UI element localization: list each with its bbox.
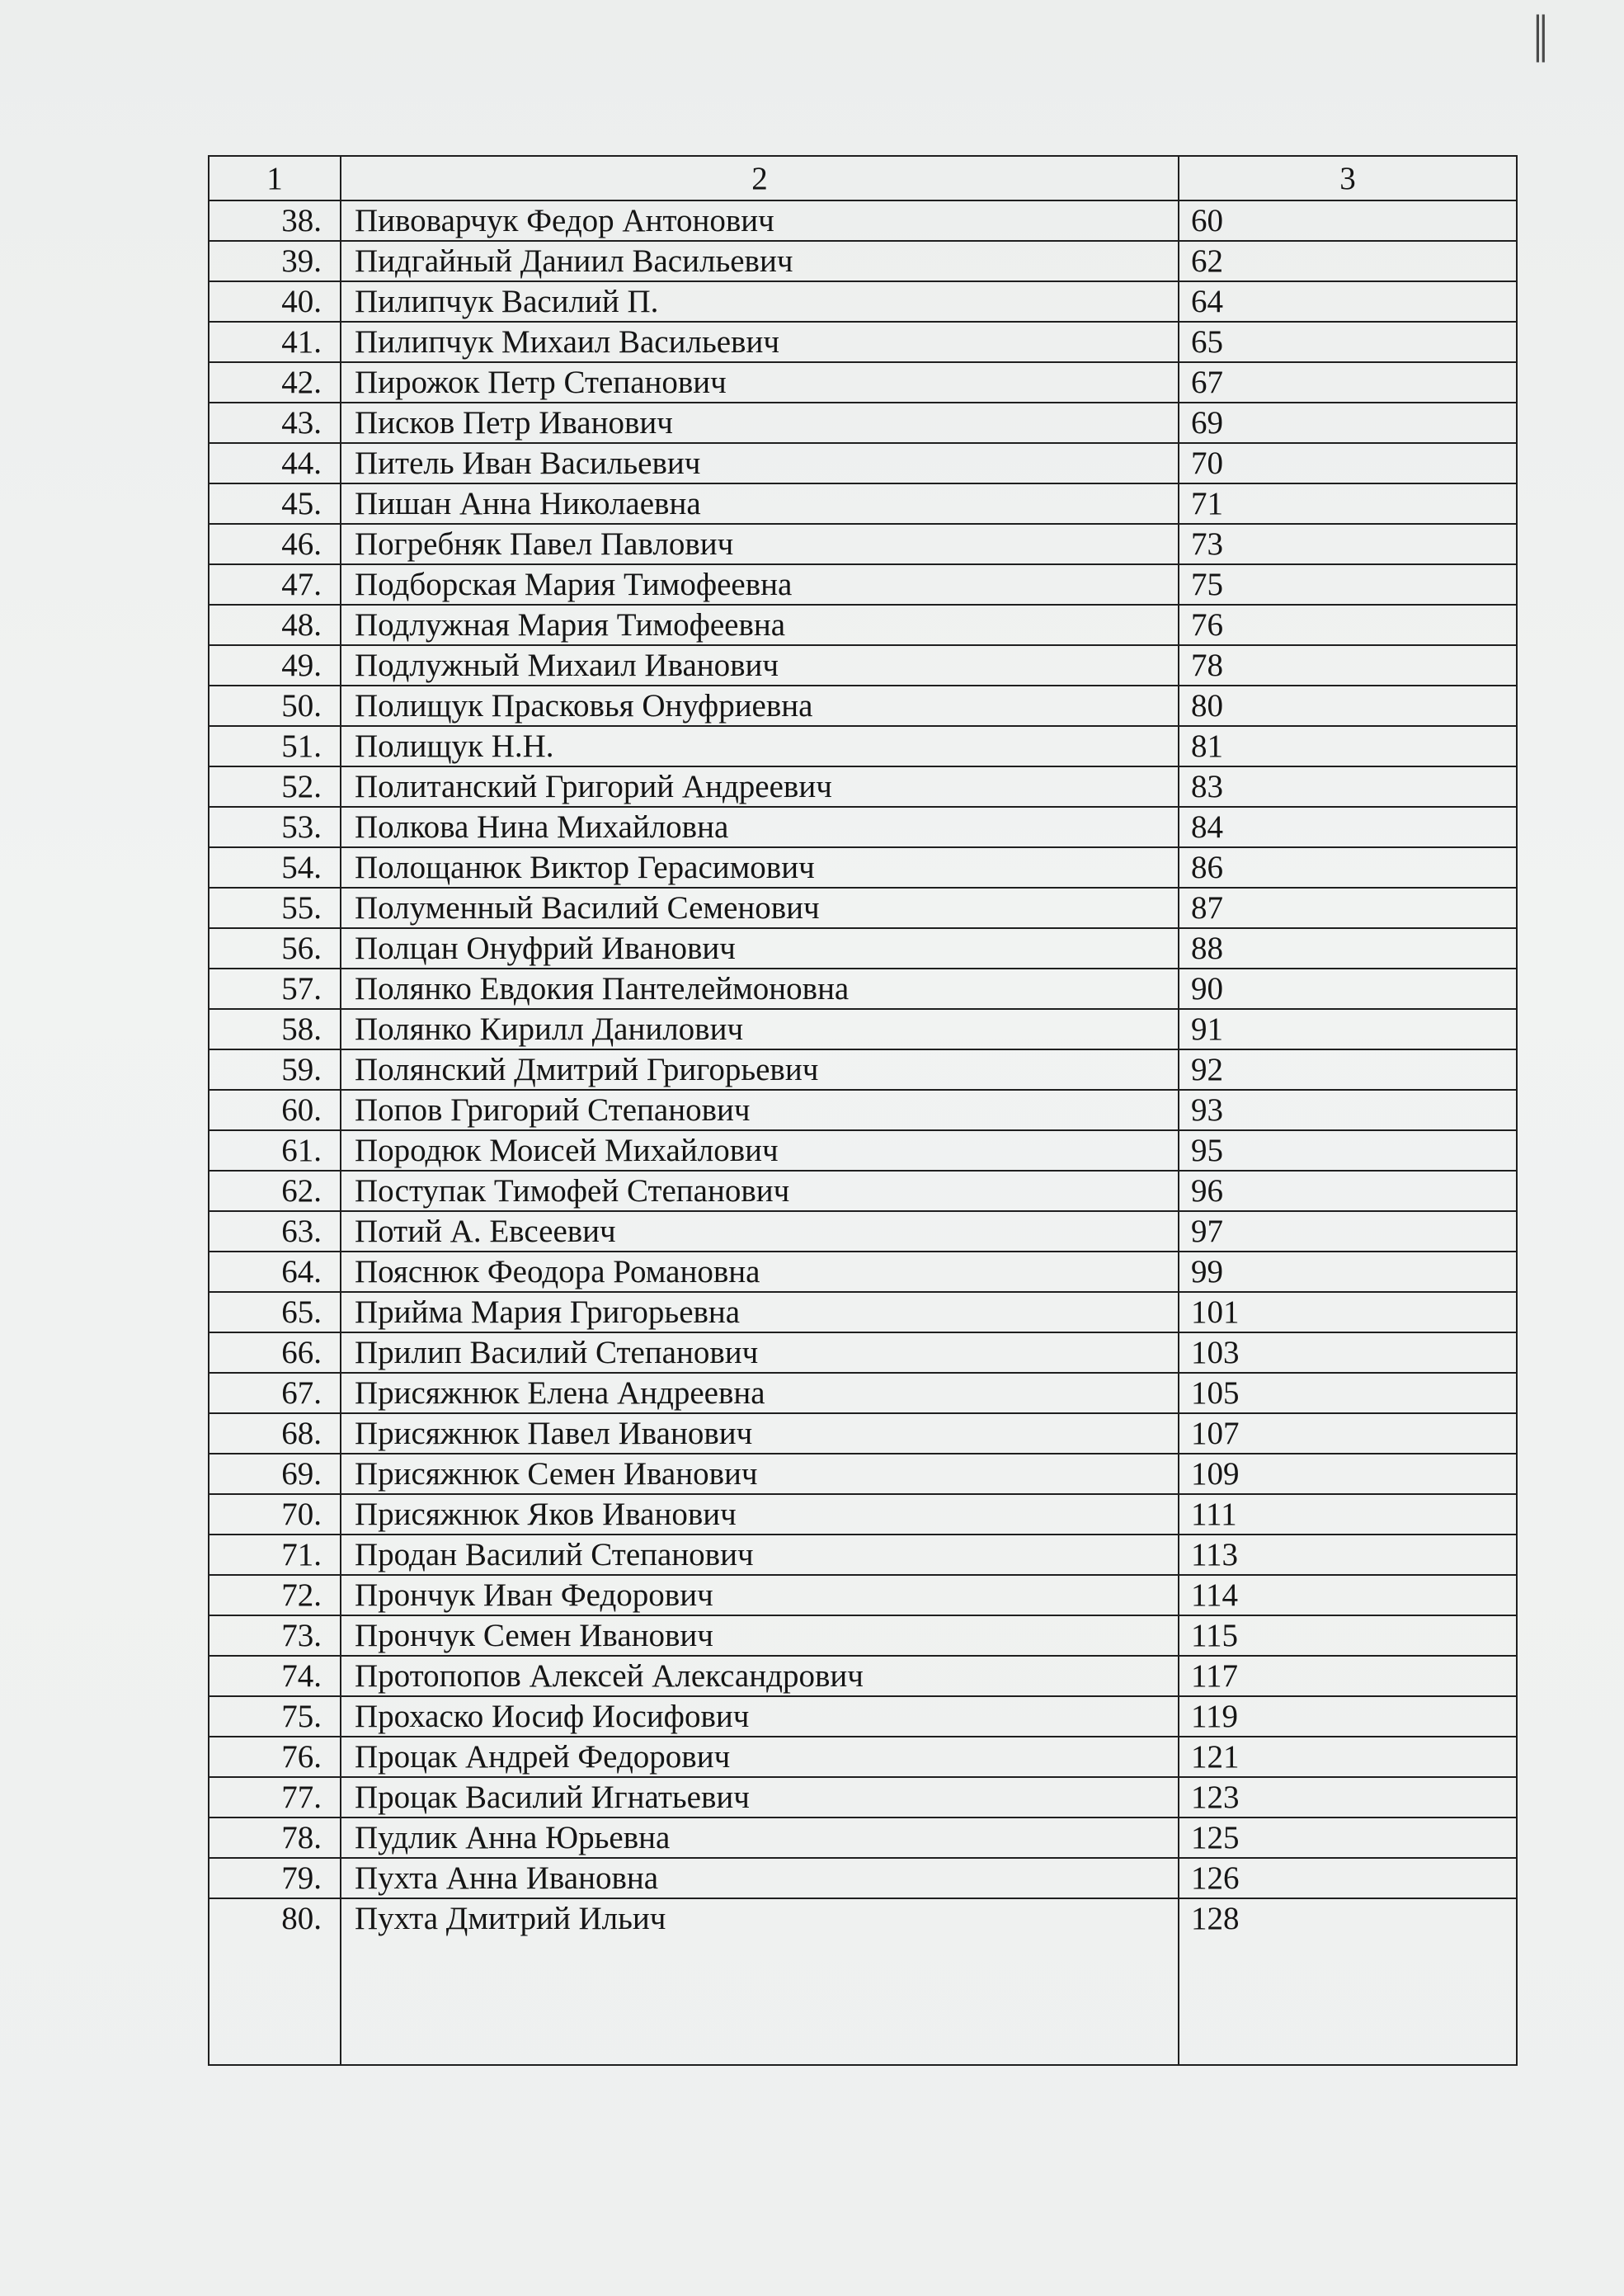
row-number: 71. bbox=[209, 1535, 341, 1575]
row-full-name: Процак Андрей Федорович bbox=[341, 1737, 1179, 1777]
row-page-number: 101 bbox=[1179, 1292, 1517, 1332]
row-full-name: Полцан Онуфрий Иванович bbox=[341, 928, 1179, 969]
table-row bbox=[209, 847, 1517, 888]
row-page-number: 64 bbox=[1179, 281, 1517, 322]
row-full-name: Присяжнюк Яков Иванович bbox=[341, 1494, 1179, 1535]
row-number: 52. bbox=[209, 766, 341, 807]
row-page-number: 65 bbox=[1179, 322, 1517, 362]
row-full-name: Присяжнюк Семен Иванович bbox=[341, 1454, 1179, 1494]
row-page-number: 80 bbox=[1179, 686, 1517, 726]
table-row bbox=[209, 403, 1517, 443]
table-row bbox=[209, 564, 1517, 605]
row-full-name: Полянский Дмитрий Григорьевич bbox=[341, 1049, 1179, 1090]
row-number: 79. bbox=[209, 1858, 341, 1898]
row-number: 70. bbox=[209, 1494, 341, 1535]
row-number: 54. bbox=[209, 847, 341, 888]
table-row bbox=[209, 1009, 1517, 1049]
table-row bbox=[209, 443, 1517, 483]
row-page-number: 84 bbox=[1179, 807, 1517, 847]
row-full-name: Подлужный Михаил Иванович bbox=[341, 645, 1179, 686]
row-page-number: 83 bbox=[1179, 766, 1517, 807]
row-page-number: 92 bbox=[1179, 1049, 1517, 1090]
table-row bbox=[209, 969, 1517, 1009]
row-full-name: Полуменный Василий Семенович bbox=[341, 888, 1179, 928]
row-page-number: 125 bbox=[1179, 1817, 1517, 1858]
row-number: 44. bbox=[209, 443, 341, 483]
row-page-number: 81 bbox=[1179, 726, 1517, 766]
row-number: 55. bbox=[209, 888, 341, 928]
row-page-number: 114 bbox=[1179, 1575, 1517, 1615]
row-full-name: Присяжнюк Павел Иванович bbox=[341, 1413, 1179, 1454]
row-page-number: 109 bbox=[1179, 1454, 1517, 1494]
table-row bbox=[209, 1454, 1517, 1494]
header-col-number: 1 bbox=[209, 156, 341, 200]
row-page-number: 117 bbox=[1179, 1656, 1517, 1696]
table-row bbox=[209, 1413, 1517, 1454]
row-page-number: 75 bbox=[1179, 564, 1517, 605]
table-row bbox=[209, 483, 1517, 524]
row-number: 49. bbox=[209, 645, 341, 686]
row-full-name: Попов Григорий Степанович bbox=[341, 1090, 1179, 1130]
table-row bbox=[209, 1130, 1517, 1171]
row-number: 57. bbox=[209, 969, 341, 1009]
row-full-name: Прилип Василий Степанович bbox=[341, 1332, 1179, 1373]
page-corner-mark: || bbox=[1532, 4, 1544, 63]
row-number: 50. bbox=[209, 686, 341, 726]
row-number: 65. bbox=[209, 1292, 341, 1332]
row-full-name: Процак Василий Игнатьевич bbox=[341, 1777, 1179, 1817]
row-number: 77. bbox=[209, 1777, 341, 1817]
row-number: 68. bbox=[209, 1413, 341, 1454]
table-row bbox=[209, 726, 1517, 766]
table-row bbox=[209, 281, 1517, 322]
row-page-number: 105 bbox=[1179, 1373, 1517, 1413]
table-row bbox=[209, 322, 1517, 362]
row-full-name: Продан Василий Степанович bbox=[341, 1535, 1179, 1575]
table-row bbox=[209, 1171, 1517, 1211]
row-full-name: Протопопов Алексей Александрович bbox=[341, 1656, 1179, 1696]
table-row bbox=[209, 241, 1517, 281]
index-table bbox=[208, 155, 1518, 2066]
row-full-name: Пудлик Анна Юрьевна bbox=[341, 1817, 1179, 1858]
row-number: 43. bbox=[209, 403, 341, 443]
row-number: 80. bbox=[209, 1898, 341, 2065]
row-page-number: 69 bbox=[1179, 403, 1517, 443]
row-number: 72. bbox=[209, 1575, 341, 1615]
row-page-number: 107 bbox=[1179, 1413, 1517, 1454]
row-page-number: 115 bbox=[1179, 1615, 1517, 1656]
row-number: 38. bbox=[209, 200, 341, 241]
row-full-name: Прохаско Иосиф Иосифович bbox=[341, 1696, 1179, 1737]
table-row bbox=[209, 605, 1517, 645]
row-page-number: 70 bbox=[1179, 443, 1517, 483]
row-page-number: 91 bbox=[1179, 1009, 1517, 1049]
table-row bbox=[209, 686, 1517, 726]
table-row bbox=[209, 1898, 1517, 2065]
row-full-name: Полищук Прасковья Онуфриевна bbox=[341, 686, 1179, 726]
row-number: 45. bbox=[209, 483, 341, 524]
row-page-number: 103 bbox=[1179, 1332, 1517, 1373]
row-full-name: Пишан Анна Николаевна bbox=[341, 483, 1179, 524]
table-row bbox=[209, 524, 1517, 564]
row-number: 64. bbox=[209, 1252, 341, 1292]
row-page-number: 121 bbox=[1179, 1737, 1517, 1777]
row-full-name: Прончук Иван Федорович bbox=[341, 1575, 1179, 1615]
row-number: 78. bbox=[209, 1817, 341, 1858]
row-full-name: Подборская Мария Тимофеевна bbox=[341, 564, 1179, 605]
table-row bbox=[209, 1252, 1517, 1292]
row-number: 42. bbox=[209, 362, 341, 403]
row-number: 66. bbox=[209, 1332, 341, 1373]
row-number: 60. bbox=[209, 1090, 341, 1130]
table-row bbox=[209, 1373, 1517, 1413]
row-number: 73. bbox=[209, 1615, 341, 1656]
row-number: 58. bbox=[209, 1009, 341, 1049]
table-row bbox=[209, 1292, 1517, 1332]
row-full-name: Питель Иван Васильевич bbox=[341, 443, 1179, 483]
header-col-name: 2 bbox=[341, 156, 1179, 200]
row-full-name: Пояснюк Феодора Романовна bbox=[341, 1252, 1179, 1292]
row-number: 39. bbox=[209, 241, 341, 281]
row-page-number: 123 bbox=[1179, 1777, 1517, 1817]
table-row bbox=[209, 362, 1517, 403]
row-page-number: 90 bbox=[1179, 969, 1517, 1009]
table-row bbox=[209, 1494, 1517, 1535]
row-page-number: 99 bbox=[1179, 1252, 1517, 1292]
row-full-name: Полянко Евдокия Пантелеймоновна bbox=[341, 969, 1179, 1009]
row-page-number: 78 bbox=[1179, 645, 1517, 686]
row-page-number: 126 bbox=[1179, 1858, 1517, 1898]
table-row bbox=[209, 766, 1517, 807]
row-page-number: 88 bbox=[1179, 928, 1517, 969]
row-full-name: Полкова Нина Михайловна bbox=[341, 807, 1179, 847]
table-row bbox=[209, 1656, 1517, 1696]
row-number: 69. bbox=[209, 1454, 341, 1494]
table-row bbox=[209, 1535, 1517, 1575]
table-row bbox=[209, 645, 1517, 686]
row-page-number: 73 bbox=[1179, 524, 1517, 564]
row-number: 62. bbox=[209, 1171, 341, 1211]
row-number: 51. bbox=[209, 726, 341, 766]
row-full-name: Писков Петр Иванович bbox=[341, 403, 1179, 443]
row-full-name: Пилипчук Василий П. bbox=[341, 281, 1179, 322]
row-number: 56. bbox=[209, 928, 341, 969]
index-table-body bbox=[209, 156, 1517, 2065]
row-page-number: 86 bbox=[1179, 847, 1517, 888]
row-full-name: Полянко Кирилл Данилович bbox=[341, 1009, 1179, 1049]
header-col-page: 3 bbox=[1179, 156, 1517, 200]
table-row bbox=[209, 1615, 1517, 1656]
row-full-name: Поступак Тимофей Степанович bbox=[341, 1171, 1179, 1211]
table-row bbox=[209, 1817, 1517, 1858]
table-row bbox=[209, 200, 1517, 241]
row-number: 48. bbox=[209, 605, 341, 645]
row-full-name: Потий А. Евсеевич bbox=[341, 1211, 1179, 1252]
row-full-name: Политанский Григорий Андреевич bbox=[341, 766, 1179, 807]
row-page-number: 87 bbox=[1179, 888, 1517, 928]
row-page-number: 76 bbox=[1179, 605, 1517, 645]
table-row bbox=[209, 1090, 1517, 1130]
row-page-number: 62 bbox=[1179, 241, 1517, 281]
row-number: 67. bbox=[209, 1373, 341, 1413]
row-full-name: Подлужная Мария Тимофеевна bbox=[341, 605, 1179, 645]
row-full-name: Пухта Дмитрий Ильич bbox=[341, 1898, 1179, 2065]
row-number: 41. bbox=[209, 322, 341, 362]
row-page-number: 60 bbox=[1179, 200, 1517, 241]
row-page-number: 95 bbox=[1179, 1130, 1517, 1171]
row-full-name: Пирожок Петр Степанович bbox=[341, 362, 1179, 403]
row-full-name: Прийма Мария Григорьевна bbox=[341, 1292, 1179, 1332]
table-row bbox=[209, 1211, 1517, 1252]
table-row bbox=[209, 1332, 1517, 1373]
table-row bbox=[209, 1858, 1517, 1898]
row-page-number: 97 bbox=[1179, 1211, 1517, 1252]
row-full-name: Полощанюк Виктор Герасимович bbox=[341, 847, 1179, 888]
row-page-number: 93 bbox=[1179, 1090, 1517, 1130]
row-full-name: Присяжнюк Елена Андреевна bbox=[341, 1373, 1179, 1413]
row-full-name: Полищук Н.Н. bbox=[341, 726, 1179, 766]
row-number: 63. bbox=[209, 1211, 341, 1252]
table-header-row bbox=[209, 156, 1517, 200]
row-number: 61. bbox=[209, 1130, 341, 1171]
row-full-name: Пухта Анна Ивановна bbox=[341, 1858, 1179, 1898]
row-number: 53. bbox=[209, 807, 341, 847]
row-page-number: 96 bbox=[1179, 1171, 1517, 1211]
row-full-name: Пивоварчук Федор Антонович bbox=[341, 200, 1179, 241]
row-number: 59. bbox=[209, 1049, 341, 1090]
table-row bbox=[209, 807, 1517, 847]
row-number: 47. bbox=[209, 564, 341, 605]
row-number: 76. bbox=[209, 1737, 341, 1777]
table-row bbox=[209, 1049, 1517, 1090]
row-number: 74. bbox=[209, 1656, 341, 1696]
table-row bbox=[209, 1777, 1517, 1817]
table-row bbox=[209, 1696, 1517, 1737]
row-number: 46. bbox=[209, 524, 341, 564]
row-page-number: 113 bbox=[1179, 1535, 1517, 1575]
row-full-name: Породюк Моисей Михайлович bbox=[341, 1130, 1179, 1171]
table-row bbox=[209, 928, 1517, 969]
row-page-number: 111 bbox=[1179, 1494, 1517, 1535]
row-full-name: Прончук Семен Иванович bbox=[341, 1615, 1179, 1656]
row-number: 75. bbox=[209, 1696, 341, 1737]
row-full-name: Пилипчук Михаил Васильевич bbox=[341, 322, 1179, 362]
row-page-number: 71 bbox=[1179, 483, 1517, 524]
row-number: 40. bbox=[209, 281, 341, 322]
table-row bbox=[209, 1575, 1517, 1615]
row-full-name: Пидгайный Даниил Васильевич bbox=[341, 241, 1179, 281]
row-page-number: 119 bbox=[1179, 1696, 1517, 1737]
table-row bbox=[209, 1737, 1517, 1777]
table-row bbox=[209, 888, 1517, 928]
row-page-number: 67 bbox=[1179, 362, 1517, 403]
row-page-number: 128 bbox=[1179, 1898, 1517, 2065]
row-full-name: Погребняк Павел Павлович bbox=[341, 524, 1179, 564]
